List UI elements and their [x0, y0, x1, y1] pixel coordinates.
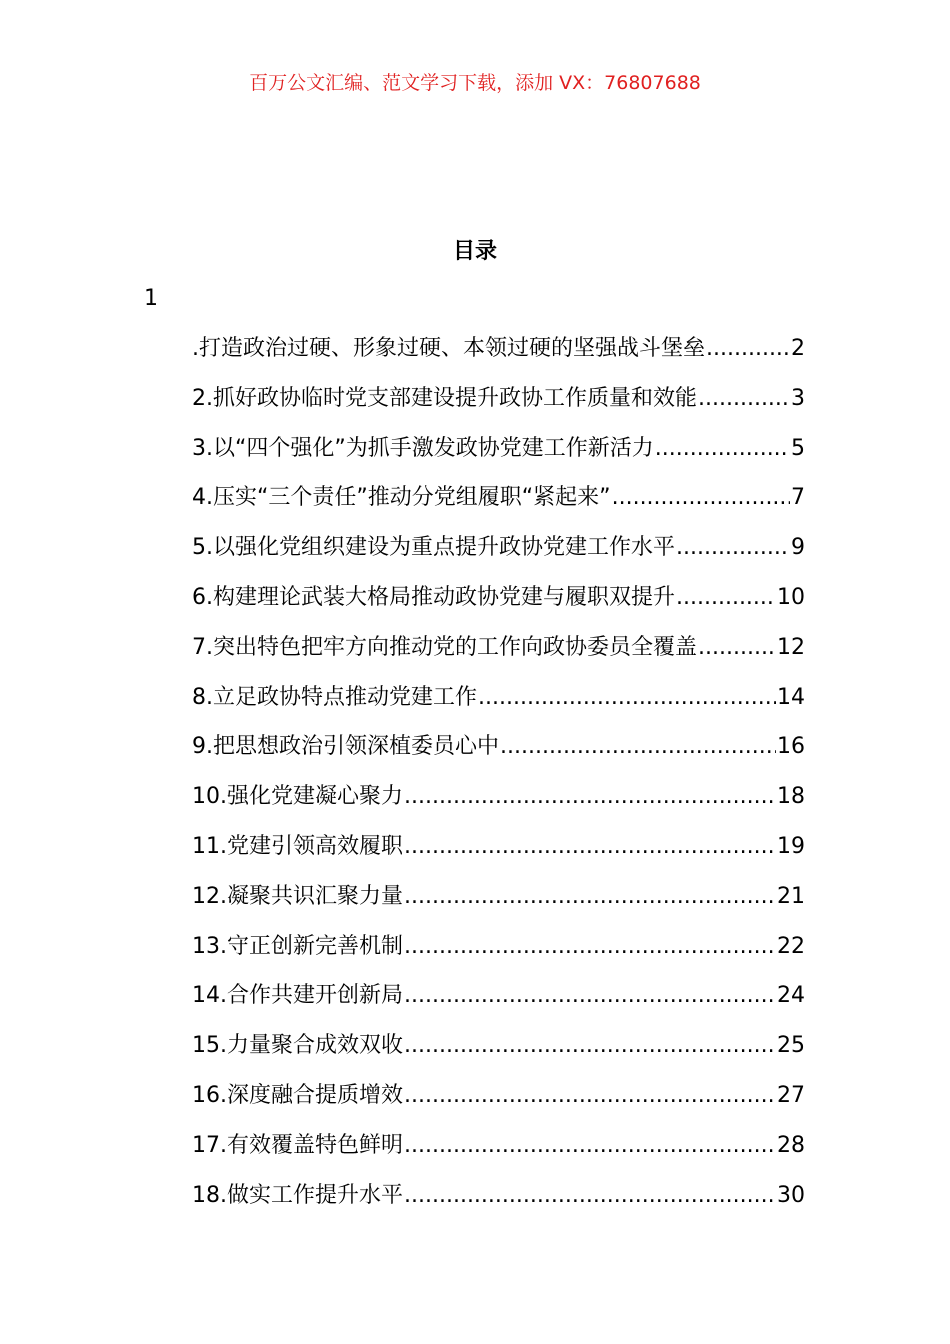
dot-leader	[698, 381, 790, 417]
toc-entry-page: 19	[777, 833, 805, 859]
toc-entry-page: 28	[777, 1132, 805, 1158]
toc-entry-page: 10	[777, 584, 805, 610]
toc-entry-page: 5	[791, 435, 805, 461]
toc-entry[interactable]	[192, 779, 805, 829]
toc-entry-title: 5.以强化党组织建设为重点提升政协党建工作水平	[192, 535, 675, 561]
toc-entry[interactable]	[192, 879, 805, 929]
toc-entry-title: 4.压实“三个责任”推动分党组履职“紧起来”	[192, 485, 611, 511]
toc-entry[interactable]	[192, 929, 805, 979]
toc-entry[interactable]	[192, 978, 805, 1028]
toc-entry-title: 15.力量聚合成效双收	[192, 1033, 403, 1059]
dot-leader	[478, 680, 776, 716]
page-title: 目录	[452, 239, 497, 264]
toc-entry-title: 12.凝聚共识汇聚力量	[192, 883, 403, 909]
toc-entry-page: 3	[791, 385, 805, 411]
toc-entry-page: 14	[777, 684, 805, 710]
dot-leader	[676, 530, 790, 566]
dot-leader	[404, 829, 776, 865]
toc-entry[interactable]	[192, 630, 805, 680]
toc-entry-page: 12	[777, 634, 805, 660]
toc-entry[interactable]	[192, 829, 805, 879]
toc-entry-title: 9.把思想政治引领深植委员心中	[192, 734, 499, 760]
toc-entry-page: 30	[777, 1182, 805, 1208]
toc-entry[interactable]	[192, 1178, 805, 1228]
toc-entry[interactable]	[192, 530, 805, 580]
toc-entry-title: 17.有效覆盖特色鲜明	[192, 1132, 403, 1158]
dot-leader	[404, 1128, 776, 1164]
dot-leader	[404, 1178, 776, 1214]
toc-entry-title: 18.做实工作提升水平	[192, 1182, 403, 1208]
toc-entry-title: 13.守正创新完善机制	[192, 933, 403, 959]
toc-entry[interactable]	[192, 381, 805, 431]
dot-leader	[676, 580, 776, 616]
dot-leader	[500, 729, 776, 765]
dot-leader	[404, 879, 776, 915]
section-number: 1	[144, 286, 158, 311]
toc-entry-page: 7	[791, 485, 805, 511]
toc-entry-page: 25	[777, 1033, 805, 1059]
toc-entry-title: 3.以“四个强化”为抓手激发政协党建工作新活力	[192, 435, 654, 461]
toc-entry-title: 10.强化党建凝心聚力	[192, 784, 403, 810]
dot-leader	[404, 929, 776, 965]
toc-entry-page: 24	[777, 983, 805, 1009]
toc-entry-title: 7.突出特色把牢方向推动党的工作向政协委员全覆盖	[192, 634, 697, 660]
dot-leader	[404, 779, 776, 815]
toc-entry-title: 11.党建引领高效履职	[192, 833, 403, 859]
toc-entry-title: 6.构建理论武装大格局推动政协党建与履职双提升	[192, 584, 675, 610]
toc-entry-title: .打造政治过硬、形象过硬、本领过硬的坚强战斗堡垒	[192, 336, 705, 361]
toc-entry-title: 16.深度融合提质增效	[192, 1082, 403, 1108]
toc-entry-page: 2	[791, 336, 805, 361]
toc-entry[interactable]	[192, 331, 805, 381]
toc-entry-page: 21	[777, 883, 805, 909]
toc-entry[interactable]	[192, 680, 805, 730]
toc-entry-page: 18	[777, 784, 805, 810]
toc-entry-title: 2.抓好政协临时党支部建设提升政协工作质量和效能	[192, 385, 697, 411]
toc-entry[interactable]	[192, 480, 805, 530]
watermark-header: 百万公文汇编、范文学习下载，添加 VX：76807688	[249, 72, 701, 94]
toc-entry[interactable]	[192, 1128, 805, 1178]
toc-entry-title: 14.合作共建开创新局	[192, 983, 403, 1009]
toc-entry-page: 9	[791, 535, 805, 561]
dot-leader	[404, 978, 776, 1014]
table-of-contents	[192, 331, 805, 1227]
toc-entry[interactable]	[192, 580, 805, 630]
toc-entry[interactable]	[192, 729, 805, 779]
dot-leader	[404, 1078, 776, 1114]
toc-entry-page: 16	[777, 734, 805, 760]
dot-leader	[655, 431, 790, 467]
toc-entry-page: 22	[777, 933, 805, 959]
toc-entry-page: 27	[777, 1082, 805, 1108]
toc-entry[interactable]	[192, 1028, 805, 1078]
toc-entry[interactable]	[192, 431, 805, 481]
dot-leader	[698, 630, 776, 666]
toc-entry[interactable]	[192, 1078, 805, 1128]
dot-leader	[706, 331, 790, 367]
dot-leader	[612, 480, 790, 516]
dot-leader	[404, 1028, 776, 1064]
toc-entry-title: 8.立足政协特点推动党建工作	[192, 684, 477, 710]
